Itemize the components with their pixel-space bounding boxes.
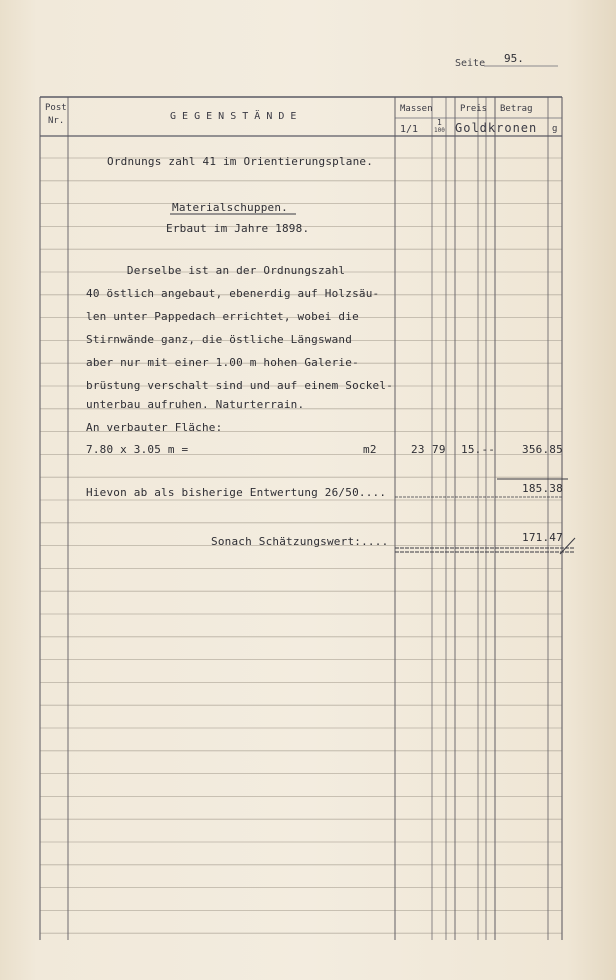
description-line: Derselbe ist an der Ordnungszahl: [86, 264, 346, 277]
depreciation-label: Hievon ab als bisherige Entwertung 26/50....: [86, 486, 387, 499]
description-line: 40 östlich angebaut, ebenerdig auf Holzsäu-: [86, 287, 380, 300]
header-gegenstaende: G E G E N S T Ä N D E: [170, 111, 297, 122]
area-formula: 7.80 x 3.05 m =: [86, 443, 189, 456]
header-massen-whole: 1/1: [400, 124, 419, 135]
header-fraction-bottom: 100: [434, 127, 445, 134]
page-number: 95.: [504, 52, 524, 65]
description-line: aber nur mit einer 1.00 m hohen Galerie-: [86, 356, 359, 369]
header-betrag: Betrag: [500, 104, 533, 114]
page-label: Seite: [455, 58, 486, 69]
header-goldkronen: Goldkronen: [455, 121, 538, 135]
header-preis: Preis: [460, 104, 488, 114]
estimate-label: Sonach Schätzungswert:....: [211, 535, 389, 548]
area-unit: m2: [363, 443, 377, 456]
area-value-fraction: 79: [432, 443, 446, 456]
unit-price: 15.--: [461, 443, 496, 456]
ordnungszahl-line: Ordnungs zahl 41 im Orientierungsplane.: [107, 155, 374, 168]
estimate-amount: 171.47: [522, 531, 563, 544]
header-fraction-top: 1: [437, 118, 442, 127]
entry-title: Materialschuppen.: [172, 201, 288, 214]
description-line: unterbau aufruhen. Naturterrain.: [86, 398, 305, 411]
header-post: Post: [45, 103, 67, 113]
header-g: g: [552, 124, 558, 134]
area-label: An verbauter Fläche:: [86, 421, 223, 434]
header-nr: Nr.: [48, 116, 65, 126]
header-massen: Massen: [400, 104, 433, 114]
depreciation-amount: 185.38: [522, 482, 563, 495]
amount-value: 356.85: [522, 443, 563, 456]
description-line: len unter Pappedach errichtet, wobei die: [86, 310, 359, 323]
description-line: Stirnwände ganz, die östliche Längswand: [86, 333, 353, 346]
entry-built: Erbaut im Jahre 1898.: [166, 222, 310, 235]
description-line: brüstung verschalt sind und auf einem Sockel-: [86, 379, 394, 392]
area-value-whole: 23: [411, 443, 425, 456]
